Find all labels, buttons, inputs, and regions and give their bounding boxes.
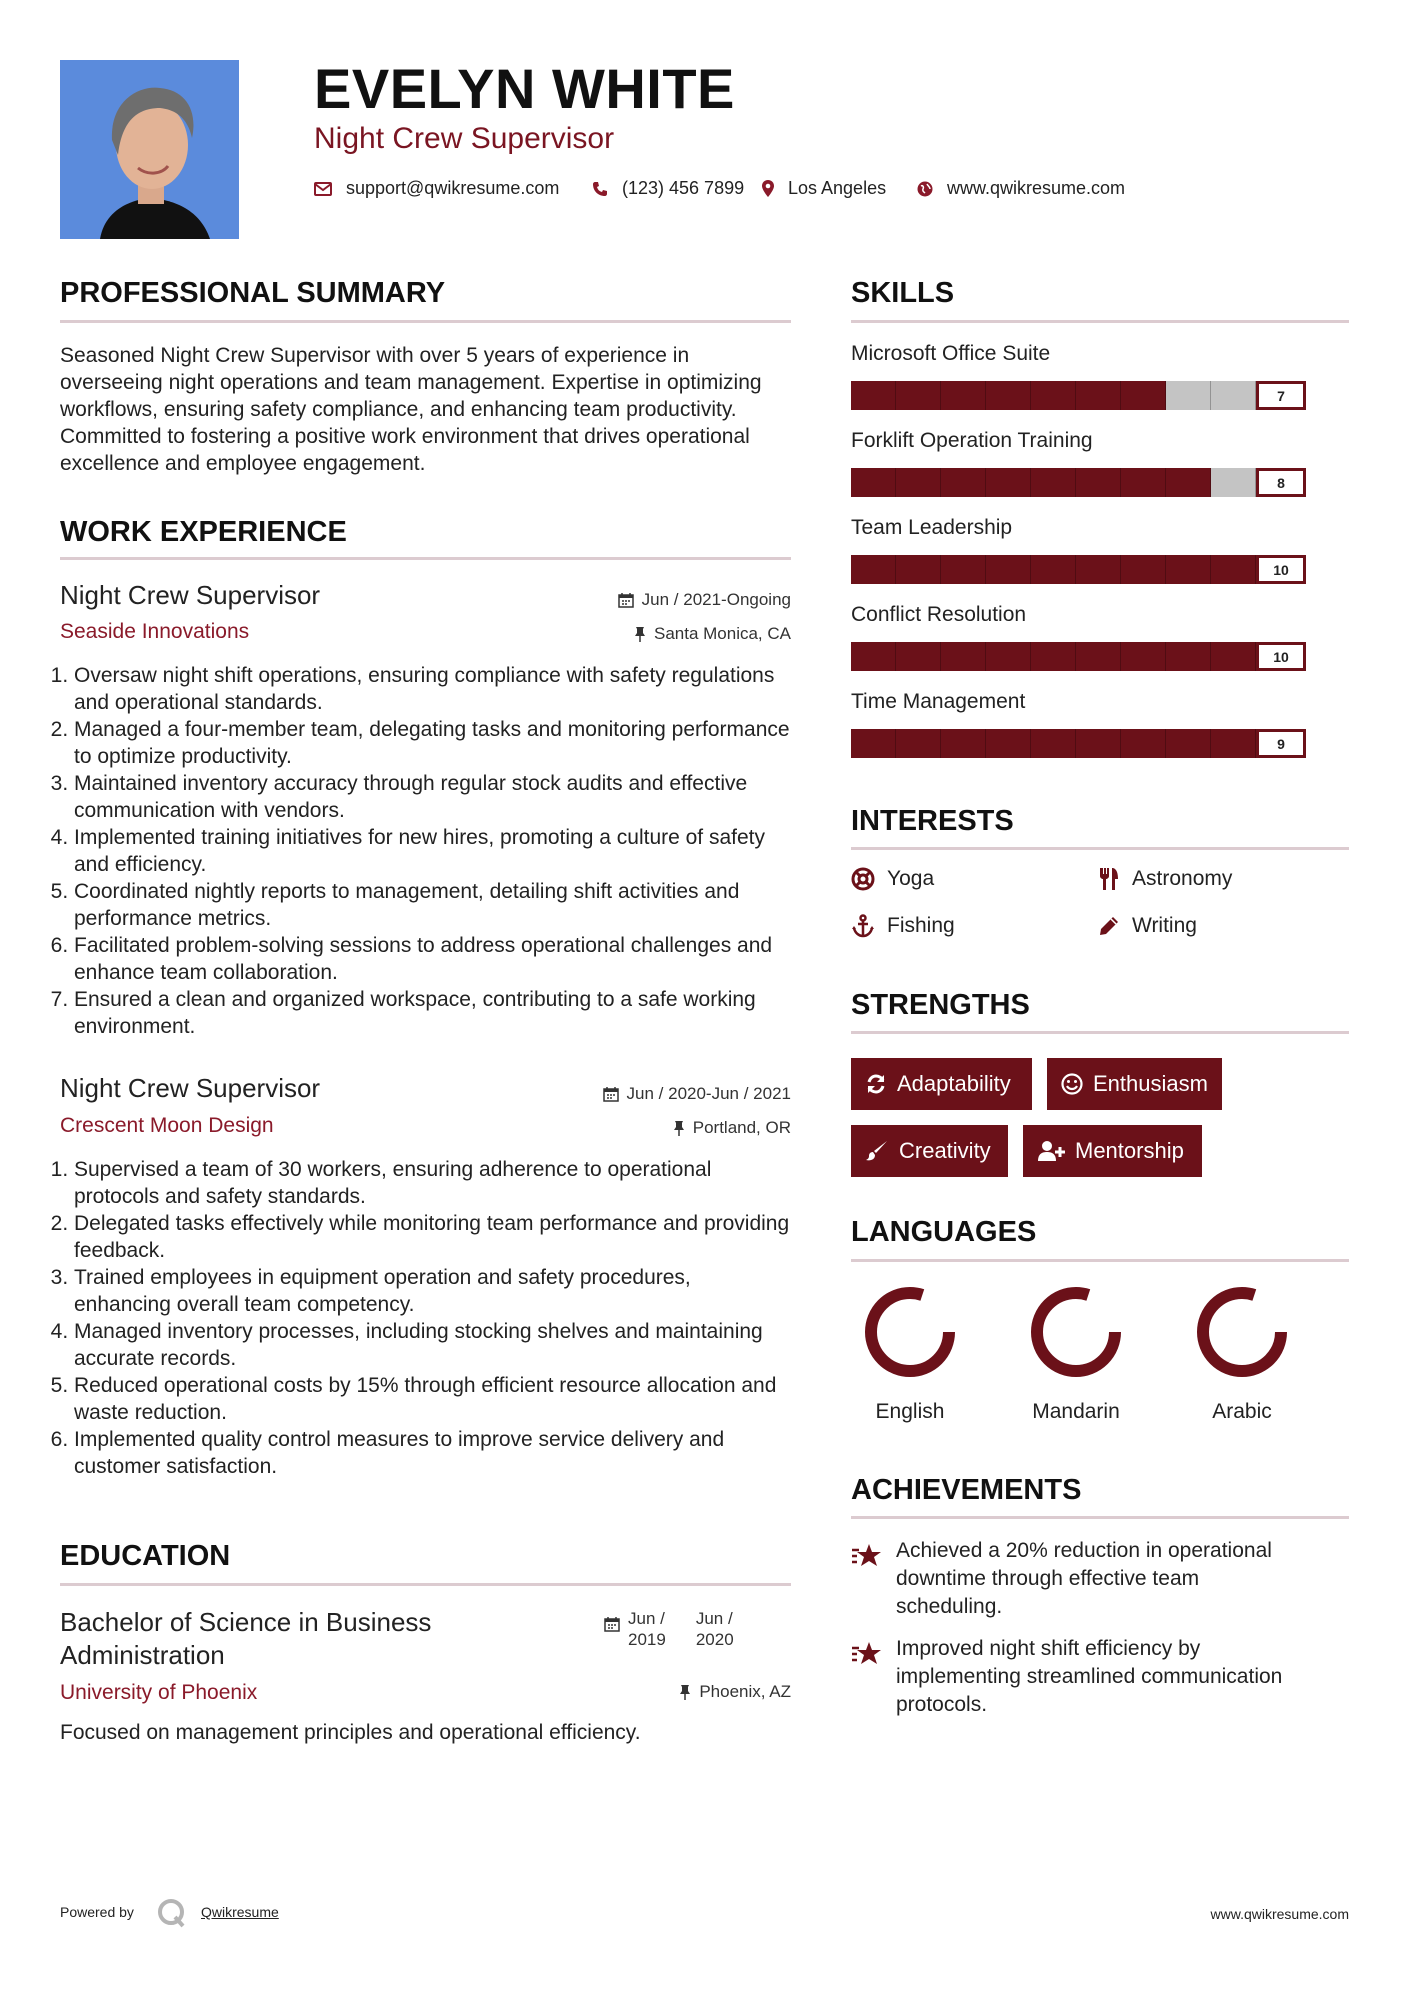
strength-badge-enthusiasm [1047,1058,1222,1110]
skill-level-segment [1121,555,1166,584]
skill-level-segment [941,468,986,497]
list-item: 5. Coordinated nightly reports to management, detailing shift activities and performance metrics. [74,878,791,932]
end-month: Jun / [695,1609,733,1628]
utensils-icon [1098,867,1120,891]
skill-level-segment [986,555,1031,584]
company-name: Crescent Moon Design [60,1114,274,1137]
job-title: Night Crew Supervisor [60,1073,321,1103]
profile-photo [60,60,239,239]
phone-icon [592,181,608,197]
list-item: 3. Trained employees in equipment operation and safety procedures, enhancing overall team competency. [74,1264,791,1318]
skill-level-segment [1211,729,1256,758]
skill-level-segment [1121,381,1166,410]
skill-label: Conflict Resolution [851,603,1027,626]
degree-title [60,1606,431,1672]
job-location [634,624,791,644]
language-ring [1030,1286,1122,1383]
skill-level-segment [1076,642,1121,671]
anchor-icon [851,914,875,938]
interest-label: Fishing [887,914,955,937]
interest-label: Astronomy [1132,867,1233,890]
job-duties-list [56,662,791,1040]
achievement-star-icon [851,1640,883,1673]
section-divider [60,1583,791,1586]
contact-email[interactable] [314,178,559,199]
summary-text: Seasoned Night Crew Supervisor with over 5 years of experience in overseeing night operations and team management. Expertise in optimizing workflows, ensuring safety compliance, and enhancing team productivity. Committed to fostering a positive work environment that drives operational excellence and employee engagement. [60,344,762,475]
skill-level-segment [941,381,986,410]
list-item: 3. Maintained inventory accuracy through regular stock audits and effective communication with vendors. [74,770,791,824]
skill-level-segment [986,642,1031,671]
strength-badge-mentorship [1023,1125,1202,1177]
globe-icon [917,181,933,197]
skill-level-segment [986,468,1031,497]
achievement-item [896,1537,1356,1621]
contact-phone[interactable] [592,178,744,199]
section-divider [851,1516,1349,1519]
skill-level-segment [851,729,896,758]
list-item: 4. Managed inventory processes, including stocking shelves and maintaining accurate records. [74,1318,791,1372]
map-marker-icon [762,180,774,197]
email-text: support@qwikresume.com [346,178,560,198]
skill-level-value: 7 [1256,381,1306,410]
skill-level-segment [1121,729,1166,758]
achievement-line: downtime through effective team [896,1567,1200,1590]
list-item: 2. Managed a four-member team, delegating tasks and monitoring performance to optimize productivity. [74,716,791,770]
skill-level-segment [1076,468,1121,497]
brush-icon [865,1140,889,1162]
language-label: Mandarin [1032,1400,1120,1423]
job-dates-text: Jun / 2021-Ongoing [641,590,791,609]
skill-level-segment [851,381,896,410]
skill-level-segment [986,729,1031,758]
education-location-text: Phoenix, AZ [699,1682,791,1701]
skill-level-segment [986,381,1031,410]
section-divider [851,847,1349,850]
skill-level-segment [896,729,941,758]
strength-label: Creativity [899,1138,991,1163]
skill-level-segment [1031,642,1076,671]
skill-level-segment [1031,381,1076,410]
website-text: www.qwikresume.com [947,178,1126,198]
achievement-line: protocols. [896,1693,988,1716]
skill-level-segment [896,555,941,584]
interest-label: Writing [1132,914,1197,937]
language-label: English [875,1400,945,1423]
skill-level-segment [941,642,986,671]
list-item: 6. Facilitated problem-solving sessions to address operational challenges and enhance team collaboration. [74,932,791,986]
section-divider [851,1259,1349,1262]
skill-level-segment [1166,555,1211,584]
skill-label: Microsoft Office Suite [851,342,1051,365]
lifebuoy-icon [851,867,875,891]
powered-by-text: Powered by [60,1904,134,1920]
skill-level-segment [1121,642,1166,671]
skill-level-segment [1076,555,1121,584]
skill-level-segment [1211,555,1256,584]
section-divider [60,320,791,323]
skill-level-segment [1211,468,1256,497]
calendar-icon [604,1616,620,1632]
pushpin-icon [673,1120,685,1136]
user-plus-icon [1037,1140,1065,1162]
skill-level-segment [1166,381,1211,410]
list-item: 1. Supervised a team of 30 workers, ensuring adherence to operational protocols and safety standards. [74,1156,791,1210]
school-name: University of Phoenix [60,1681,258,1704]
strength-label: Mentorship [1075,1138,1184,1163]
experience-heading: WORK EXPERIENCE [60,516,347,548]
calendar-icon [618,592,634,608]
strengths-heading: STRENGTHS [851,989,1030,1021]
envelope-icon [314,182,332,196]
phone-text: (123) 456 7899 [622,178,745,198]
skill-level-bar [851,468,1306,497]
strength-label: Enthusiasm [1093,1071,1208,1096]
skill-level-segment [941,555,986,584]
achievement-line: implementing streamlined communication [896,1665,1283,1688]
achievement-line: Improved night shift efficiency by [896,1637,1201,1660]
list-item: 5. Reduced operational costs by 15% through efficient resource allocation and waste reduction. [74,1372,791,1426]
company-name: Seaside Innovations [60,620,250,643]
degree-line: Bachelor of Science in Business [60,1607,432,1637]
skill-level-segment [941,729,986,758]
skill-level-bar [851,729,1306,758]
job-location [673,1118,791,1138]
skill-level-segment [896,642,941,671]
smile-icon [1061,1073,1083,1095]
skill-level-segment [1211,642,1256,671]
skill-level-segment [1076,381,1121,410]
language-ring [864,1286,956,1383]
start-year: 2019 [628,1630,666,1649]
job-title: Night Crew Supervisor [60,580,321,610]
interest-item-fishing [851,914,955,938]
achievements-heading: ACHIEVEMENTS [851,1474,1082,1506]
contact-location [762,178,886,199]
skill-level-segment [1031,729,1076,758]
skill-level-segment [1031,555,1076,584]
job-location-text: Portland, OR [692,1118,791,1137]
list-item: 6. Implemented quality control measures to improve service delivery and customer satisfaction. [74,1426,791,1480]
interest-item-yoga [851,867,934,891]
skill-level-bar [851,642,1306,671]
calendar-icon [603,1086,619,1102]
interest-item-writing [1098,914,1197,938]
refresh-icon [865,1074,887,1094]
achievement-line: scheduling. [896,1595,1003,1618]
skill-label: Forklift Operation Training [851,429,1093,452]
strength-badge-adaptability [851,1058,1032,1110]
skill-level-value: 9 [1256,729,1306,758]
skill-level-segment [1166,729,1211,758]
summary-heading: PROFESSIONAL SUMMARY [60,277,446,309]
education-dates [604,1608,734,1650]
section-divider [60,557,791,560]
language-label: Arabic [1212,1400,1272,1423]
achievement-line: Achieved a 20% reduction in operational [896,1539,1272,1562]
skill-label: Time Management [851,690,1026,713]
skill-level-segment [1166,468,1211,497]
language-ring [1196,1286,1288,1383]
skill-level-segment [1166,642,1211,671]
skill-level-segment [1031,468,1076,497]
skill-level-segment [1211,381,1256,410]
skill-level-segment [851,555,896,584]
pushpin-icon [679,1684,691,1700]
list-item: 2. Delegated tasks effectively while monitoring team performance and providing feedback. [74,1210,791,1264]
education-location [679,1682,791,1702]
skill-level-value: 10 [1256,555,1306,584]
list-item: 1. Oversaw night shift operations, ensuring compliance with safety regulations and operational standards. [74,662,791,716]
section-divider [851,320,1349,323]
contact-website[interactable] [917,178,1125,199]
job-duties-list [56,1156,791,1480]
job-location-text: Santa Monica, CA [653,624,791,643]
location-text: Los Angeles [788,178,887,198]
skill-label: Team Leadership [851,516,1013,539]
list-item: 7. Ensured a clean and organized workspace, contributing to a safe working environment. [74,986,791,1040]
job-dates-text: Jun / 2020-Jun / 2021 [626,1084,791,1103]
education-description: Focused on management principles and operational efficiency. [60,1721,641,1744]
job-dates [603,1084,791,1104]
candidate-name: EVELYN WHITE [314,57,735,120]
skill-level-segment [851,642,896,671]
achievement-star-icon [851,1542,883,1575]
degree-line: Administration [60,1640,225,1670]
strength-label: Adaptability [897,1071,1011,1096]
footer-website-link[interactable]: www.qwikresume.com [1210,1906,1349,1922]
skill-level-segment [1076,729,1121,758]
skill-level-segment [896,381,941,410]
start-month: Jun / [628,1609,665,1628]
achievement-item [896,1635,1356,1719]
skill-level-segment [896,468,941,497]
brand-link[interactable]: Qwikresume [201,1904,279,1920]
strength-badge-creativity [851,1125,1008,1177]
interest-label: Yoga [887,867,935,890]
interests-heading: INTERESTS [851,805,1014,837]
skill-level-segment [1121,468,1166,497]
pushpin-icon [634,626,646,642]
interest-item-astronomy [1098,867,1232,891]
section-divider [851,1031,1349,1034]
skill-level-bar [851,381,1306,410]
end-year: 2020 [695,1630,734,1649]
candidate-title: Night Crew Supervisor [314,122,615,155]
education-heading: EDUCATION [60,1540,231,1572]
list-item: 4. Implemented training initiatives for new hires, promoting a culture of safety and efficiency. [74,824,791,878]
languages-heading: LANGUAGES [851,1216,1037,1248]
job-dates [618,590,791,610]
skill-level-bar [851,555,1306,584]
skill-level-value: 10 [1256,642,1306,671]
skills-heading: SKILLS [851,277,955,309]
qwikresume-logo-icon [157,1898,187,1933]
skill-level-value: 8 [1256,468,1306,497]
pencil-icon [1098,915,1120,937]
skill-level-segment [851,468,896,497]
